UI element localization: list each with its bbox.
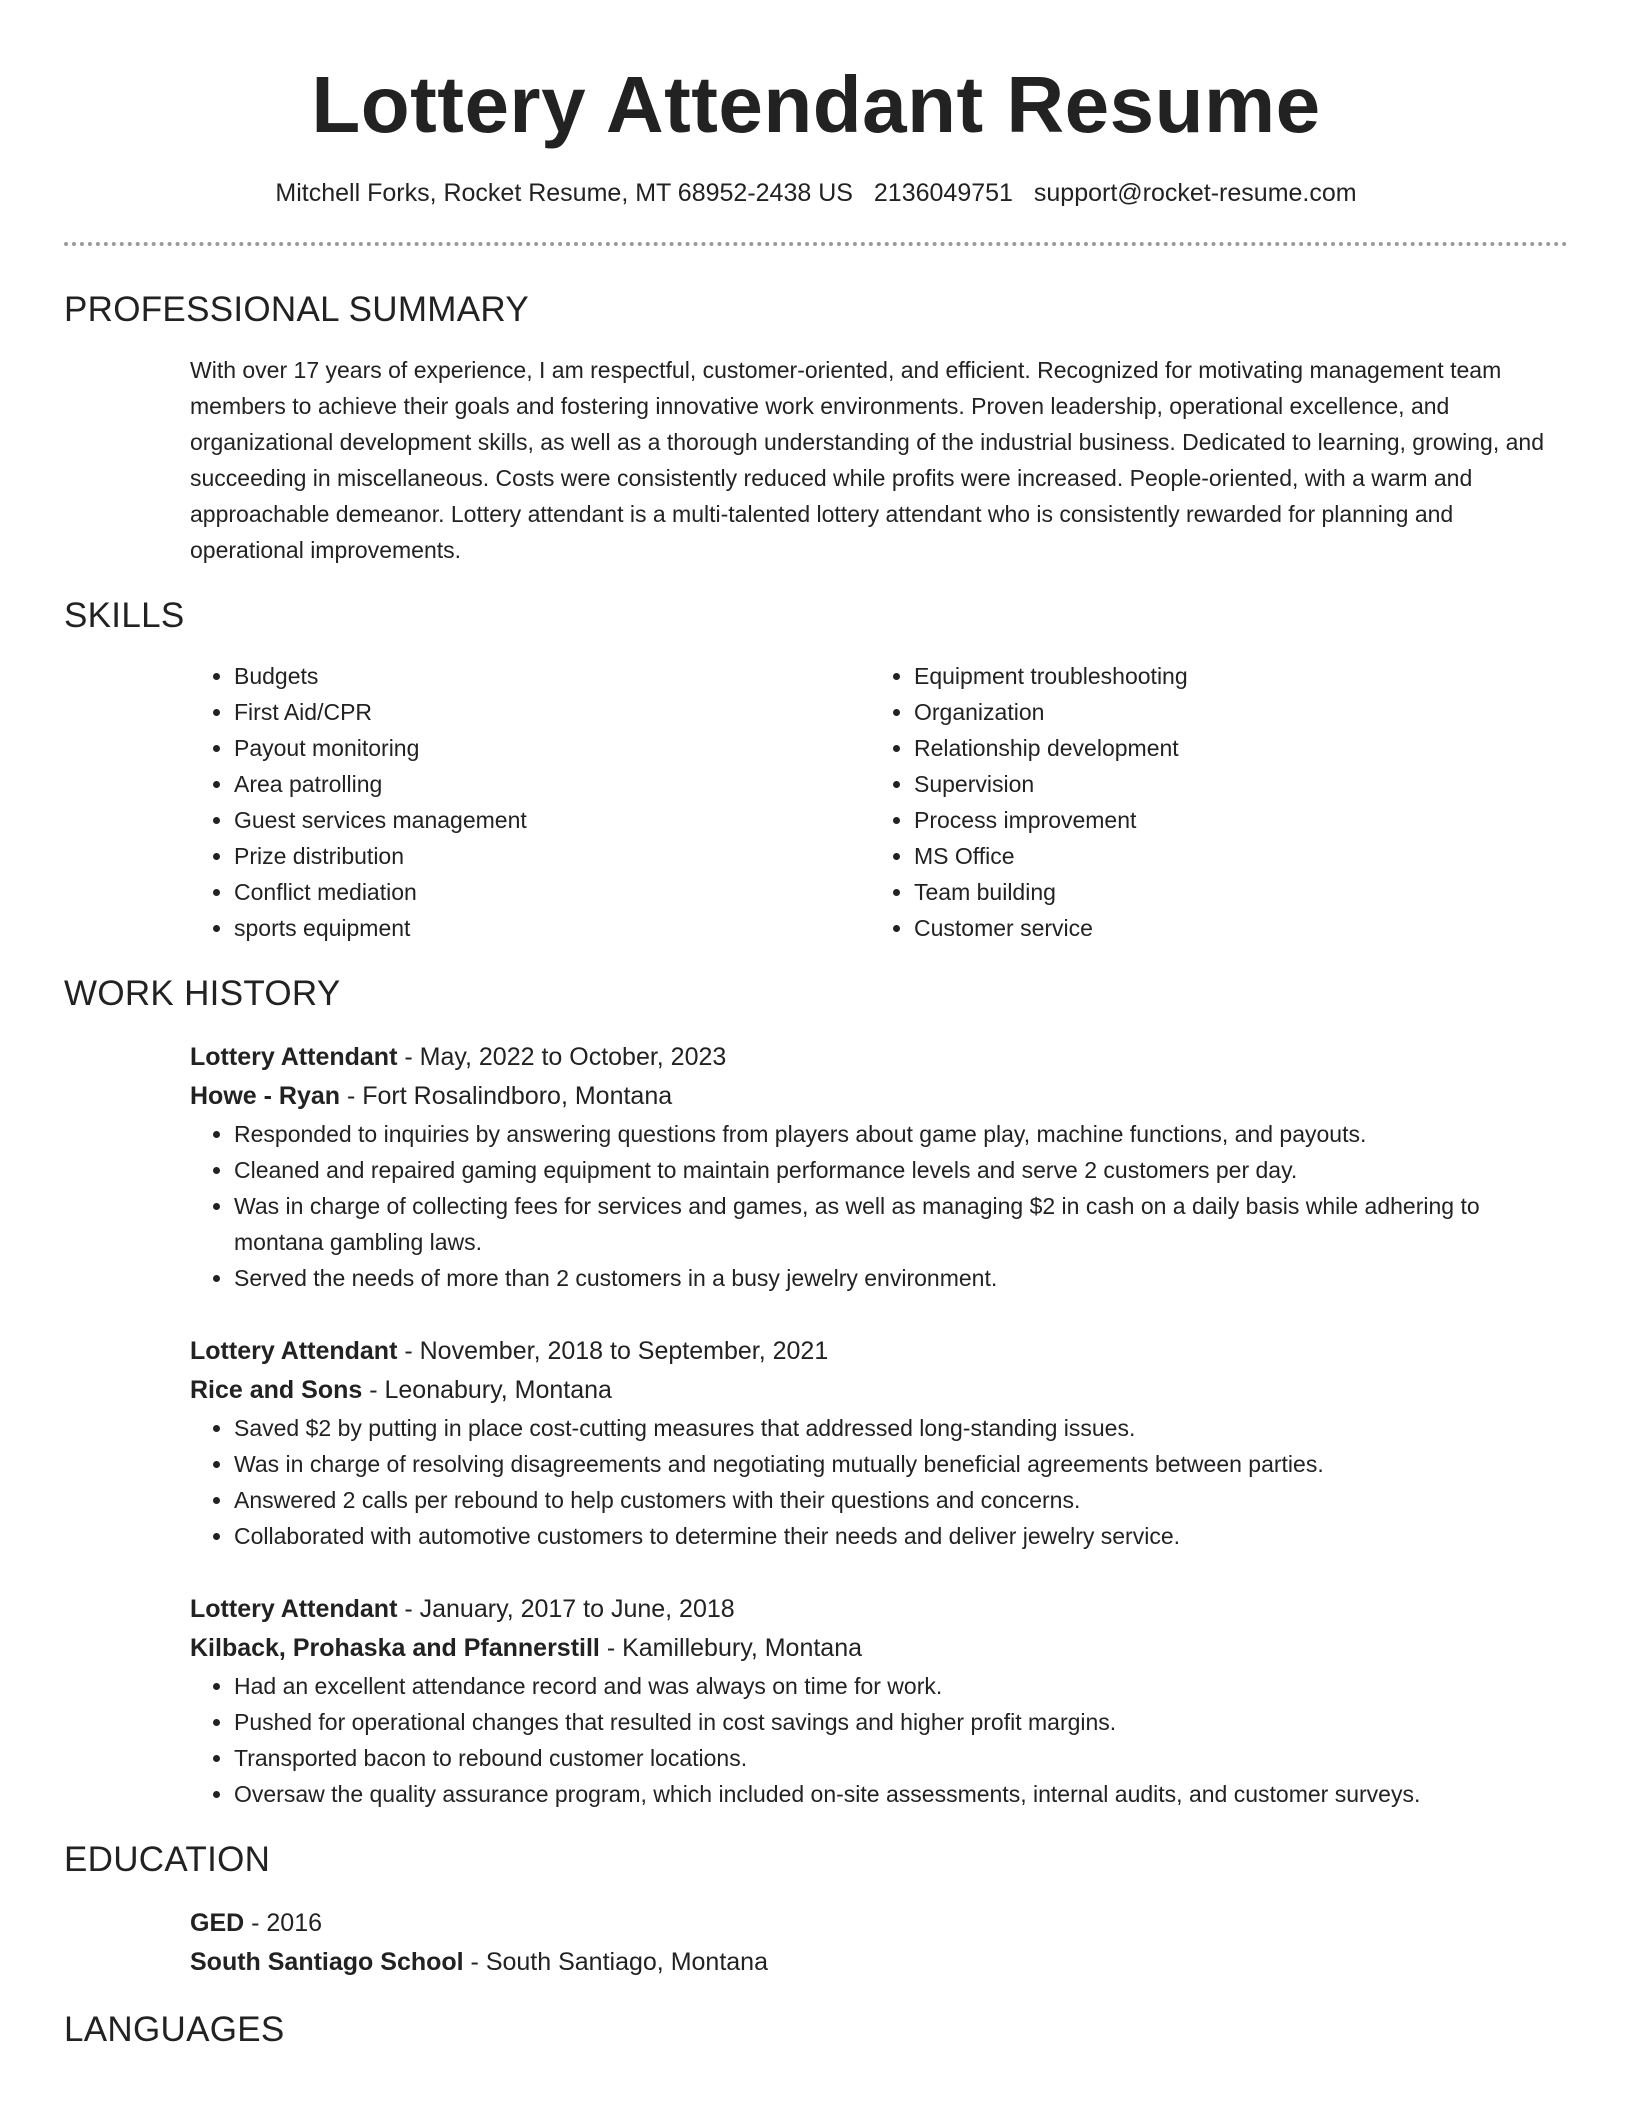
job-company: Rice and Sons (190, 1376, 363, 1404)
resume-title: Lottery Attendant Resume (311, 60, 1321, 149)
skill-item: • Guest services management (234, 802, 870, 838)
education-entry (190, 1904, 1568, 1982)
skills-grid (190, 658, 1568, 946)
job-dates: - May, 2022 to October, 2023 (397, 1043, 727, 1071)
job-duty: • Responded to inquiries by answering questions from players about game play, machine functions, and payouts. (234, 1116, 1568, 1152)
summary-text: With over 17 years of experience, I am respectful, customer-oriented, and efficient. Recognized for motivating management team members to achieve their goals and fostering innovative work environments. Proven leadership, operational excellence, and organizational development skills, as well as a thorough understanding of the industrial business. Dedicated to learning, growing, and succeeding in miscellaneous. Costs were consistently reduced while profits were increased. People-oriented, with a warm and approachable demeanor. Lottery attendant is a multi-talented lottery attendant who is consistently rewarded for planning and operational improvements. (190, 357, 1544, 563)
job-duties (190, 1668, 1568, 1812)
languages-heading: LANGUAGES (64, 2010, 285, 2049)
job-duty: • Saved $2 by putting in place cost-cutting measures that addressed long-standing issues. (234, 1410, 1568, 1446)
skill-item: • Process improvement (914, 802, 1550, 838)
skill-item: • MS Office (914, 838, 1550, 874)
job-company-line (190, 1077, 1568, 1116)
skill-item: • Budgets (234, 658, 870, 694)
work-history-heading: WORK HISTORY (64, 974, 341, 1013)
job-title: Lottery Attendant (190, 1043, 398, 1071)
summary-heading: PROFESSIONAL SUMMARY (64, 290, 529, 329)
job-duty: • Transported bacon to rebound customer locations. (234, 1740, 1568, 1776)
skill-item: • Area patrolling (234, 766, 870, 802)
job-duty: • Served the needs of more than 2 customers in a busy jewelry environment. (234, 1260, 1568, 1296)
work-history-section (64, 972, 1568, 1812)
job-company-line (190, 1371, 1568, 1410)
job-location: - Kamillebury, Montana (599, 1634, 863, 1662)
header-divider (64, 242, 1568, 246)
job-company: Kilback, Prohaska and Pfannerstill (190, 1634, 600, 1662)
education-school-line (190, 1943, 1568, 1982)
skills-column-left (190, 658, 870, 946)
job-duty: • Cleaned and repaired gaming equipment to maintain performance levels and serve 2 customers per day. (234, 1152, 1568, 1188)
skill-item: • Customer service (914, 910, 1550, 946)
job-title-line (190, 1038, 1568, 1077)
skill-item: • Conflict mediation (234, 874, 870, 910)
job-title: Lottery Attendant (190, 1595, 398, 1623)
skills-list-right (870, 658, 1550, 946)
job-duty: • Was in charge of resolving disagreements and negotiating mutually beneficial agreements between parties. (234, 1446, 1568, 1482)
education-degree: GED (190, 1909, 245, 1937)
job-entry (190, 1332, 1568, 1554)
job-dates: - November, 2018 to September, 2021 (397, 1337, 829, 1365)
skill-item: • sports equipment (234, 910, 870, 946)
skills-list-left (190, 658, 870, 946)
skill-item: • Team building (914, 874, 1550, 910)
skills-column-right (870, 658, 1550, 946)
job-title-line (190, 1590, 1568, 1629)
job-title-line (190, 1332, 1568, 1371)
skill-item: • Equipment troubleshooting (914, 658, 1550, 694)
education-location: - South Santiago, Montana (463, 1948, 768, 1976)
skill-item: • First Aid/CPR (234, 694, 870, 730)
skills-heading: SKILLS (64, 596, 185, 635)
education-section (64, 1838, 1568, 1982)
skill-item: • Organization (914, 694, 1550, 730)
job-duties (190, 1116, 1568, 1296)
education-year: - 2016 (244, 1909, 323, 1937)
job-duty: • Oversaw the quality assurance program, which included on-site assessments, internal audits, and customer surveys. (234, 1776, 1568, 1812)
job-location: - Leonabury, Montana (362, 1376, 612, 1404)
skill-item: • Relationship development (914, 730, 1550, 766)
skills-section (64, 594, 1568, 946)
education-heading: EDUCATION (64, 1840, 271, 1879)
contact-phone: 2136049751 (873, 179, 1013, 207)
contact-email: support@rocket-resume.com (1033, 179, 1357, 207)
education-degree-line (190, 1904, 1568, 1943)
skill-item: • Prize distribution (234, 838, 870, 874)
skill-item: • Payout monitoring (234, 730, 870, 766)
summary-section (64, 288, 1568, 568)
education-school: South Santiago School (190, 1948, 464, 1976)
job-dates: - January, 2017 to June, 2018 (397, 1595, 735, 1623)
job-company: Howe - Ryan (190, 1082, 341, 1110)
languages-section (64, 2008, 1568, 2052)
job-location: - Fort Rosalindboro, Montana (340, 1082, 673, 1110)
job-duty: • Was in charge of collecting fees for services and games, as well as managing $2 in cash on a daily basis while adhering to montana gambling laws. (234, 1188, 1568, 1260)
resume-page (64, 0, 1568, 2052)
job-duty: • Collaborated with automotive customers to determine their needs and deliver jewelry service. (234, 1518, 1568, 1554)
contact-line (64, 178, 1568, 208)
job-entry (190, 1590, 1568, 1812)
contact-address: Mitchell Forks, Rocket Resume, MT 68952-2438 US (275, 179, 853, 207)
job-entry (190, 1038, 1568, 1296)
job-company-line (190, 1629, 1568, 1668)
job-duty: • Answered 2 calls per rebound to help customers with their questions and concerns. (234, 1482, 1568, 1518)
job-duty: • Pushed for operational changes that resulted in cost savings and higher profit margins. (234, 1704, 1568, 1740)
job-duty: • Had an excellent attendance record and was always on time for work. (234, 1668, 1568, 1704)
job-title: Lottery Attendant (190, 1337, 398, 1365)
job-duties (190, 1410, 1568, 1554)
skill-item: • Supervision (914, 766, 1550, 802)
